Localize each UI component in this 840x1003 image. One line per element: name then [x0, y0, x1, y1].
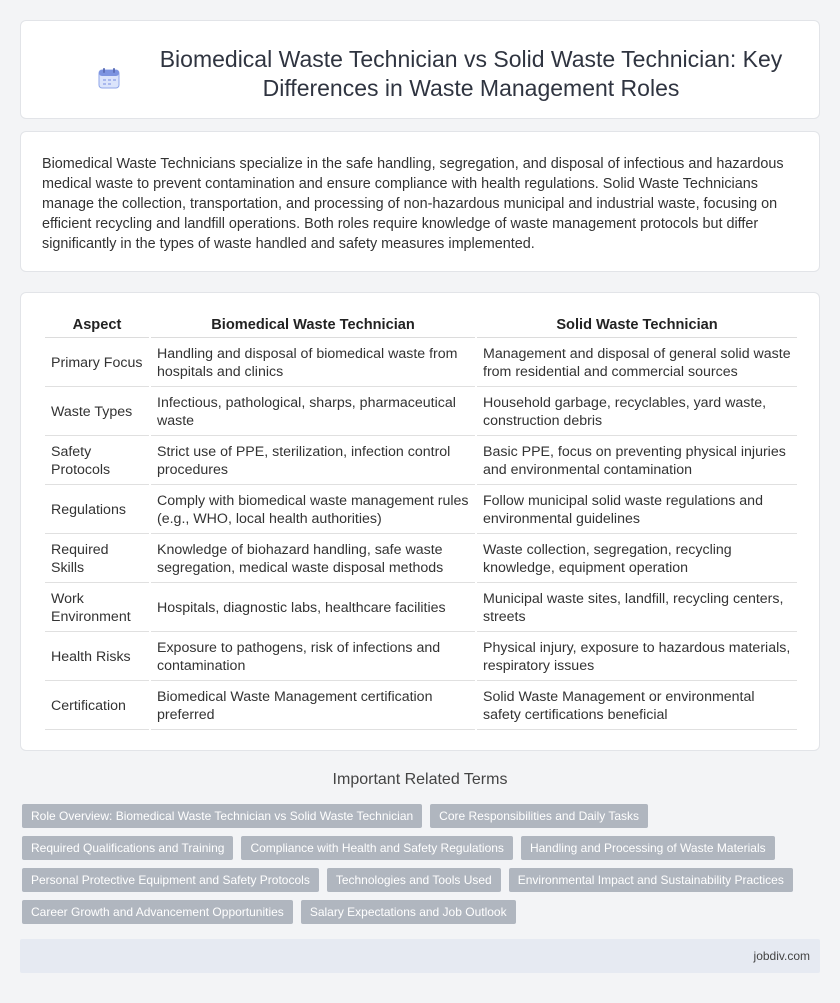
related-term-tag[interactable]: Environmental Impact and Sustainability Practices	[509, 868, 793, 892]
solid-cell: Solid Waste Management or environmental safety certifications beneficial	[477, 683, 797, 730]
site-link[interactable]: jobdiv.com	[753, 949, 810, 963]
biomedical-cell: Exposure to pathogens, risk of infections and contamination	[151, 634, 475, 681]
intro-paragraph: Biomedical Waste Technicians specialize in the safe handling, segregation, and disposal of infectious and hazardous medical waste to prevent contamination and ensure compliance with health regulations. Solid Waste Technicians manage the collection, transportation, and processing of non-hazardous municipal and industrial waste, focusing on efficient recycling and landfill operations. Both roles require knowledge of waste management protocols but differ significantly in the types of waste handled and safety measures implemented.	[42, 156, 784, 252]
aspect-cell: Health Risks	[45, 634, 149, 681]
related-terms-title: Important Related Terms	[332, 771, 508, 788]
biomedical-cell: Comply with biomedical waste management rules (e.g., WHO, local health authorities)	[151, 487, 475, 534]
solid-cell: Management and disposal of general solid waste from residential and commercial sources	[477, 340, 797, 387]
related-term-tag[interactable]: Salary Expectations and Job Outlook	[301, 900, 516, 924]
page-title: Biomedical Waste Technician vs Solid Waste Technician: Key Differences in Waste Management Roles	[159, 46, 783, 101]
related-term-tag[interactable]: Technologies and Tools Used	[327, 868, 501, 892]
aspect-cell: Regulations	[45, 487, 149, 534]
related-terms-list	[22, 804, 802, 924]
aspect-cell: Safety Protocols	[45, 438, 149, 485]
aspect-cell: Certification	[45, 683, 149, 730]
aspect-cell: Work Environment	[45, 585, 149, 632]
aspect-cell: Primary Focus	[45, 340, 149, 387]
table-header-row	[45, 312, 797, 338]
comparison-table	[43, 310, 799, 732]
aspect-cell: Required Skills	[45, 536, 149, 583]
table-row	[45, 683, 797, 730]
table-row	[45, 340, 797, 387]
solid-cell: Basic PPE, focus on preventing physical injuries and environmental contamination	[477, 438, 797, 485]
biomedical-cell: Knowledge of biohazard handling, safe waste segregation, medical waste disposal methods	[151, 536, 475, 583]
table-row	[45, 487, 797, 534]
related-term-tag[interactable]: Role Overview: Biomedical Waste Technician vs Solid Waste Technician	[22, 804, 422, 828]
title-card	[20, 20, 820, 119]
header-solid: Solid Waste Technician	[477, 312, 797, 338]
biomedical-cell: Hospitals, diagnostic labs, healthcare facilities	[151, 585, 475, 632]
calendar-icon	[97, 66, 121, 90]
comparison-card	[20, 292, 820, 751]
related-term-tag[interactable]: Personal Protective Equipment and Safety Protocols	[22, 868, 319, 892]
related-term-tag[interactable]: Career Growth and Advancement Opportunities	[22, 900, 293, 924]
solid-cell: Physical injury, exposure to hazardous materials, respiratory issues	[477, 634, 797, 681]
table-row	[45, 536, 797, 583]
intro-card	[20, 131, 820, 272]
header-biomedical: Biomedical Waste Technician	[151, 312, 475, 338]
table-row	[45, 634, 797, 681]
biomedical-cell: Handling and disposal of biomedical waste from hospitals and clinics	[151, 340, 475, 387]
biomedical-cell: Infectious, pathological, sharps, pharmaceutical waste	[151, 389, 475, 436]
header-aspect: Aspect	[45, 312, 149, 338]
biomedical-cell: Strict use of PPE, sterilization, infection control procedures	[151, 438, 475, 485]
table-row	[45, 389, 797, 436]
table-row	[45, 585, 797, 632]
table-row	[45, 438, 797, 485]
biomedical-cell: Biomedical Waste Management certification preferred	[151, 683, 475, 730]
solid-cell: Municipal waste sites, landfill, recycling centers, streets	[477, 585, 797, 632]
solid-cell: Waste collection, segregation, recycling knowledge, equipment operation	[477, 536, 797, 583]
solid-cell: Follow municipal solid waste regulations and environmental guidelines	[477, 487, 797, 534]
related-term-tag[interactable]: Core Responsibilities and Daily Tasks	[430, 804, 648, 828]
related-term-tag[interactable]: Required Qualifications and Training	[22, 836, 233, 860]
footer	[20, 939, 820, 973]
related-term-tag[interactable]: Compliance with Health and Safety Regulations	[241, 836, 512, 860]
solid-cell: Household garbage, recyclables, yard waste, construction debris	[477, 389, 797, 436]
aspect-cell: Waste Types	[45, 389, 149, 436]
related-term-tag[interactable]: Handling and Processing of Waste Materials	[521, 836, 775, 860]
